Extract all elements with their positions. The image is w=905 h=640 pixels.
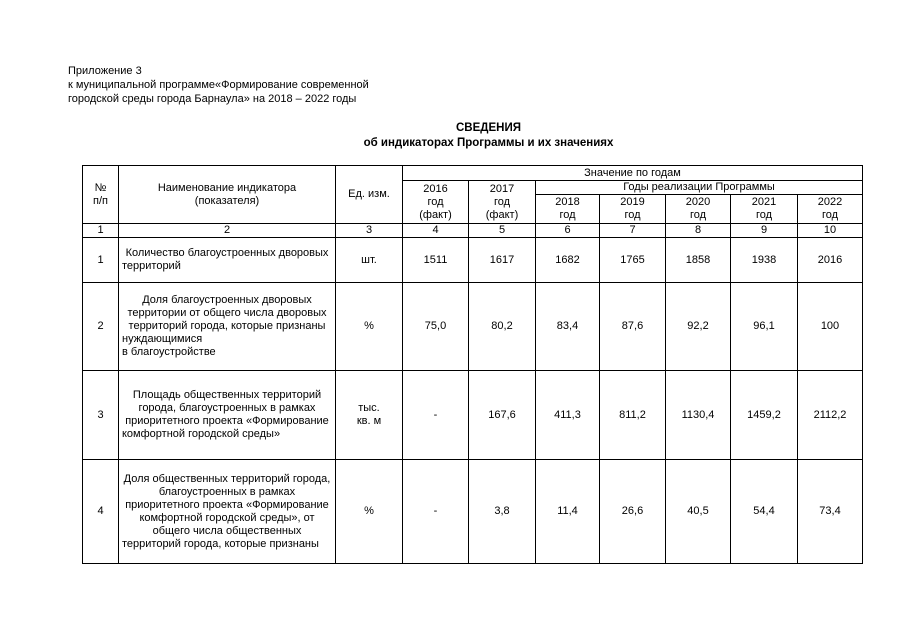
value-cell: 80,2 (469, 283, 536, 371)
row-number: 2 (83, 283, 119, 371)
header-2016: 2016 год (факт) (403, 181, 469, 224)
unit-cell: % (336, 460, 403, 564)
index-cell: 9 (731, 224, 798, 238)
header-2017: 2017 год (факт) (469, 181, 536, 224)
value-cell: 96,1 (731, 283, 798, 371)
value-cell: 1765 (600, 238, 666, 283)
value-cell: 40,5 (666, 460, 731, 564)
header-2021: 2021 год (731, 195, 798, 224)
indicator-name: Количество благоустроенных дворовых территорий (119, 238, 336, 283)
index-cell: 4 (403, 224, 469, 238)
index-cell: 1 (83, 224, 119, 238)
index-cell: 5 (469, 224, 536, 238)
value-cell: 2016 (798, 238, 863, 283)
unit-cell: шт. (336, 238, 403, 283)
row-number: 3 (83, 371, 119, 460)
indicator-name: Площадь общественных территорий города, благоустроенных в рамках приоритетного проекта «Формирование комфортной городской среды» (119, 371, 336, 460)
value-cell: 75,0 (403, 283, 469, 371)
value-cell: 92,2 (666, 283, 731, 371)
header-2019: 2019 год (600, 195, 666, 224)
value-cell: 411,3 (536, 371, 600, 460)
row-number: 1 (83, 238, 119, 283)
appendix-line-1: Приложение 3 (68, 65, 142, 77)
value-cell: 1459,2 (731, 371, 798, 460)
value-cell: - (403, 460, 469, 564)
indicator-name: Доля благоустроенных дворовых территории от общего числа дворовых территорий города, которые признаны нуждающимися в благоустройстве (119, 283, 336, 371)
value-cell: 11,4 (536, 460, 600, 564)
value-cell: 1617 (469, 238, 536, 283)
header-num: № п/п (83, 166, 119, 224)
column-index-row (83, 224, 863, 238)
header-2018: 2018 год (536, 195, 600, 224)
row-number: 4 (83, 460, 119, 564)
index-cell: 8 (666, 224, 731, 238)
document-title: СВЕДЕНИЯ (456, 122, 521, 134)
document-subtitle: об индикаторах Программы и их значениях (363, 137, 614, 149)
header-values-by-year: Значение по годам (403, 166, 863, 181)
appendix-line-3: городской среды города Барнаула» на 2018 – 2022 годы (68, 93, 357, 105)
header-2020: 2020 год (666, 195, 731, 224)
table-row (83, 460, 863, 564)
index-cell: 3 (336, 224, 403, 238)
value-cell: 100 (798, 283, 863, 371)
header-name: Наименование индикатора (показателя) (119, 166, 336, 224)
indicators-table (82, 165, 863, 564)
value-cell: 1511 (403, 238, 469, 283)
value-cell: 2112,2 (798, 371, 863, 460)
index-cell: 6 (536, 224, 600, 238)
unit-cell: тыс. кв. м (336, 371, 403, 460)
header-program-years: Годы реализации Программы (536, 181, 863, 195)
index-cell: 2 (119, 224, 336, 238)
table-row (83, 238, 863, 283)
appendix-note (68, 64, 369, 106)
value-cell: 54,4 (731, 460, 798, 564)
value-cell: 811,2 (600, 371, 666, 460)
value-cell: - (403, 371, 469, 460)
value-cell: 1682 (536, 238, 600, 283)
header-unit: Ед. изм. (336, 166, 403, 224)
value-cell: 87,6 (600, 283, 666, 371)
index-cell: 10 (798, 224, 863, 238)
unit-cell: % (336, 283, 403, 371)
value-cell: 167,6 (469, 371, 536, 460)
value-cell: 73,4 (798, 460, 863, 564)
header-2022: 2022 год (798, 195, 863, 224)
value-cell: 1130,4 (666, 371, 731, 460)
value-cell: 26,6 (600, 460, 666, 564)
indicator-name: Доля общественных территорий города, благоустроенных в рамках приоритетного проекта «Формирование комфортной городской среды», от общего числа общественных территорий города, которые признаны (119, 460, 336, 564)
value-cell: 83,4 (536, 283, 600, 371)
table-row (83, 371, 863, 460)
appendix-line-2: к муниципальной программе«Формирование современной (68, 79, 369, 91)
value-cell: 1938 (731, 238, 798, 283)
table-row (83, 283, 863, 371)
index-cell: 7 (600, 224, 666, 238)
value-cell: 3,8 (469, 460, 536, 564)
value-cell: 1858 (666, 238, 731, 283)
